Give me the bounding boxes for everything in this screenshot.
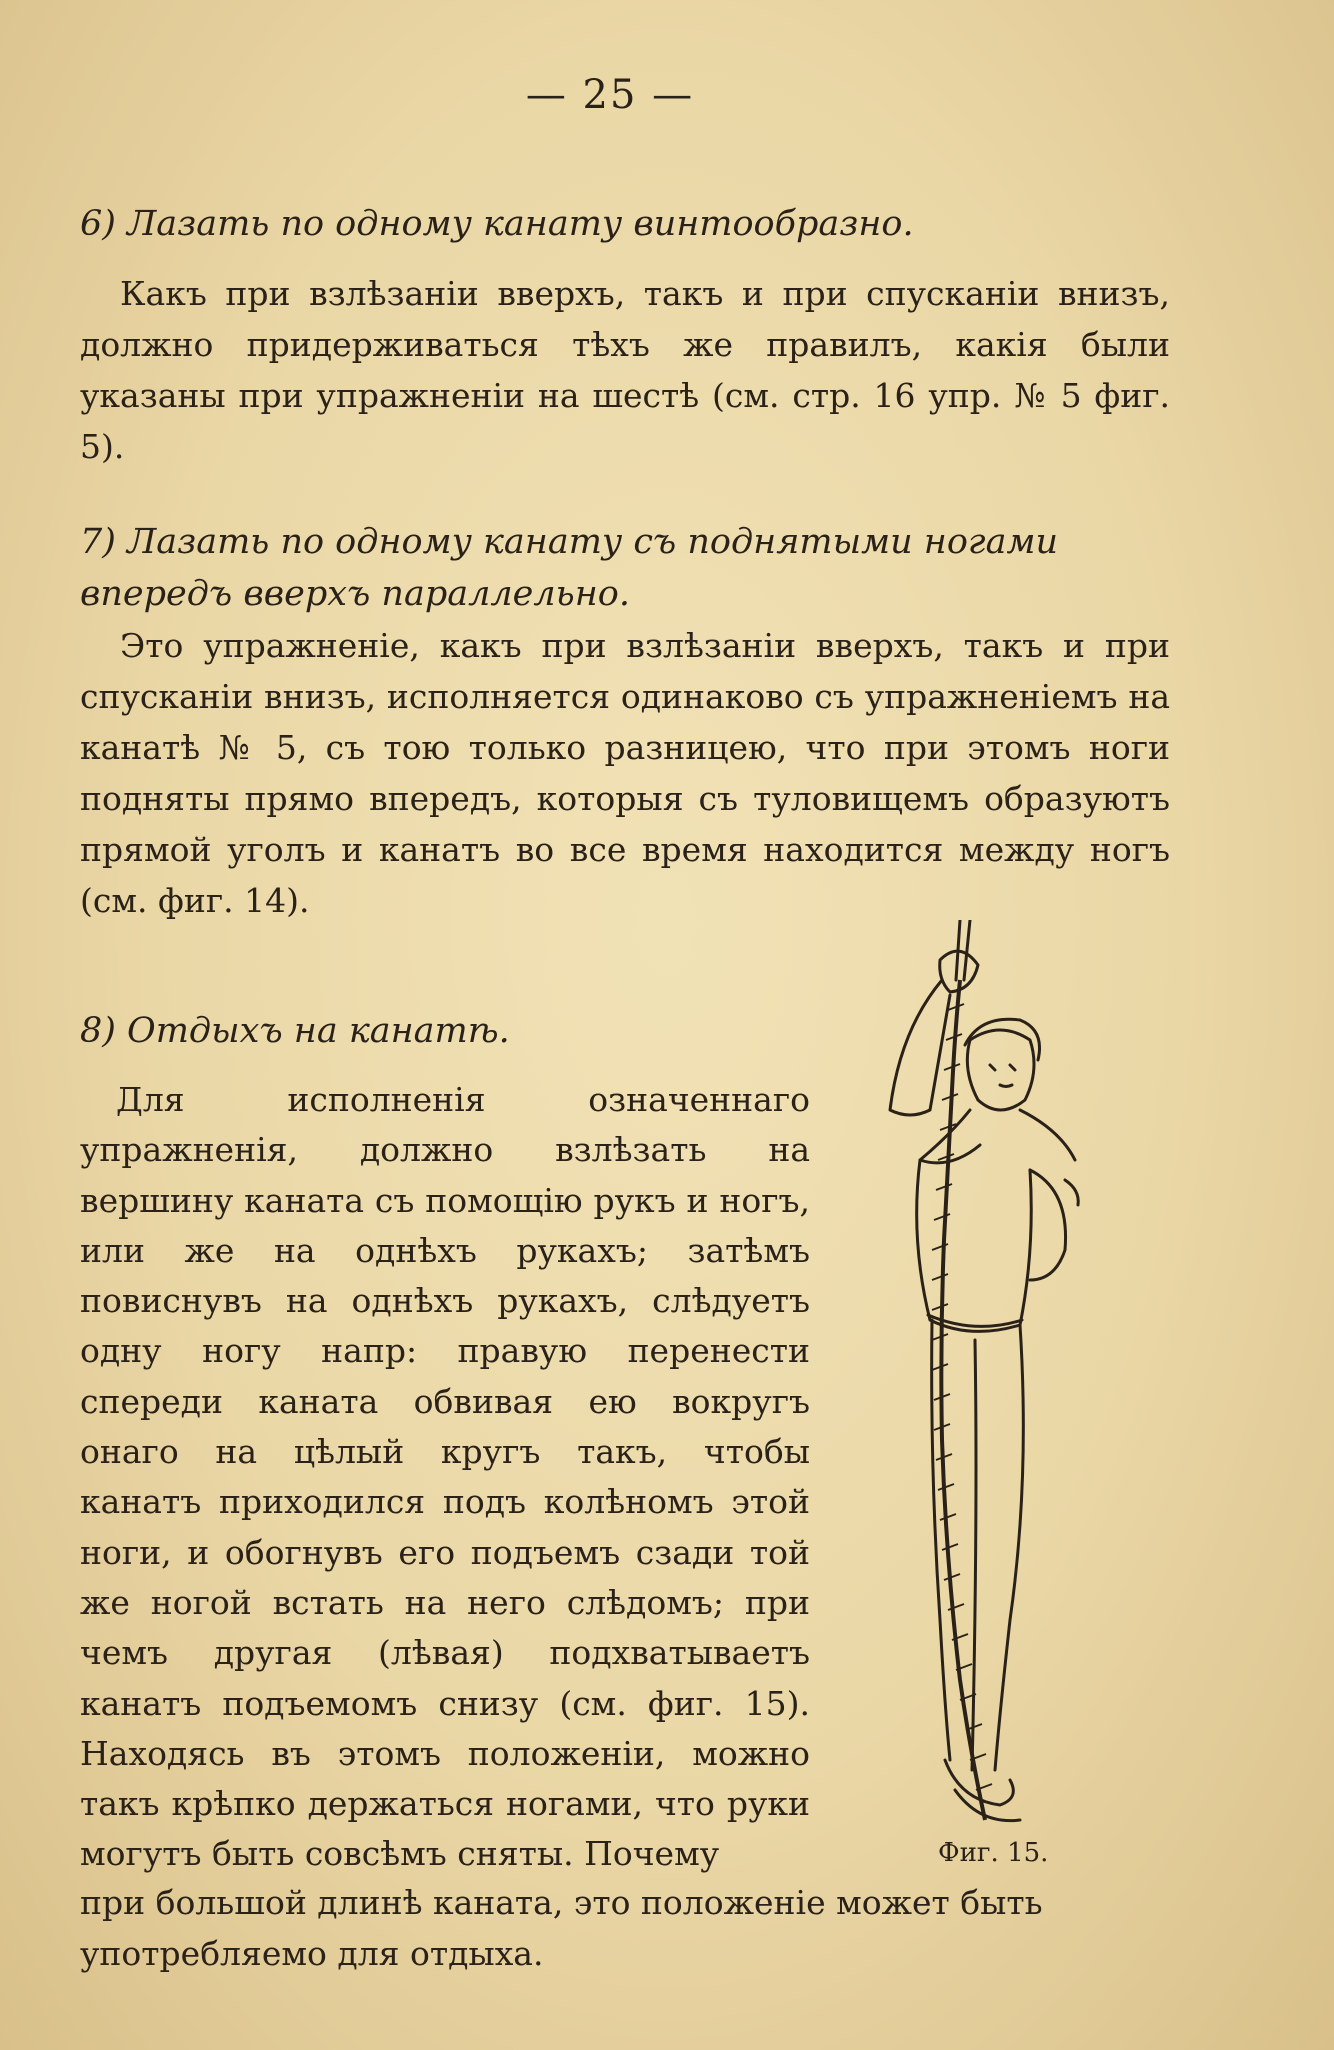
figure-15-caption: Фиг. 15. [938,1838,1049,1868]
section-6-heading: 6) Лазать по одному канату винтообразно. [80,204,914,244]
section-8-text-continued: при большой длинѣ каната, это положеніе может быть употребляемо для отдыха. [80,1883,1043,1973]
section-8-text: Для исполненія означеннаго упражненія, должно взлѣзать на вершину каната съ помощію рукъ и ногъ, или же на однѣхъ рукахъ; затѣмъ повиснувъ на однѣхъ рукахъ, слѣдуетъ одну ногу напр: правую перенести спереди каната обвивая ею вокругъ онаго на цѣлый кругъ такъ, чтобы канатъ приходился подъ колѣномъ этой ноги, и обогнувъ его подъемъ сзади той же ногой встать на него слѣдомъ; при чемъ другая (лѣвая) подхватываетъ канатъ подъемомъ снизу (см. фиг. 15). Находясь въ этомъ положеніи, можно такъ крѣпко держаться ногами, что руки могутъ быть совсѣмъ сняты. Почему [80,1080,810,1874]
section-8-heading: 8) Отдыхъ на канатѣ. [80,1011,510,1051]
section-7-text: Это упражненіе, какъ при взлѣзаніи вверхъ, такъ и при спусканіи внизъ, исполняется одинаково съ упражненіемъ на канатѣ № 5, съ тою только разницею, что при этомъ ноги подняты прямо впередъ, которыя съ туловищемъ образуютъ прямой уголъ и канатъ во все время находится между ногъ (см. фиг. 14). [80,626,1170,920]
section-6-text: Какъ при взлѣзаніи вверхъ, такъ и при спусканіи внизъ, должно придерживаться тѣхъ же правилъ, какія были указаны при упражненіи на шестѣ (см. стр. 16 упр. № 5 фиг. 5). [80,274,1170,466]
section-7-heading: 7) Лазать по одному канату съ поднятыми ногами впередъ вверхъ параллельно. [80,522,1059,614]
page-number: — 25 — [525,72,695,118]
man-resting-on-rope-illustration [860,920,1110,1840]
